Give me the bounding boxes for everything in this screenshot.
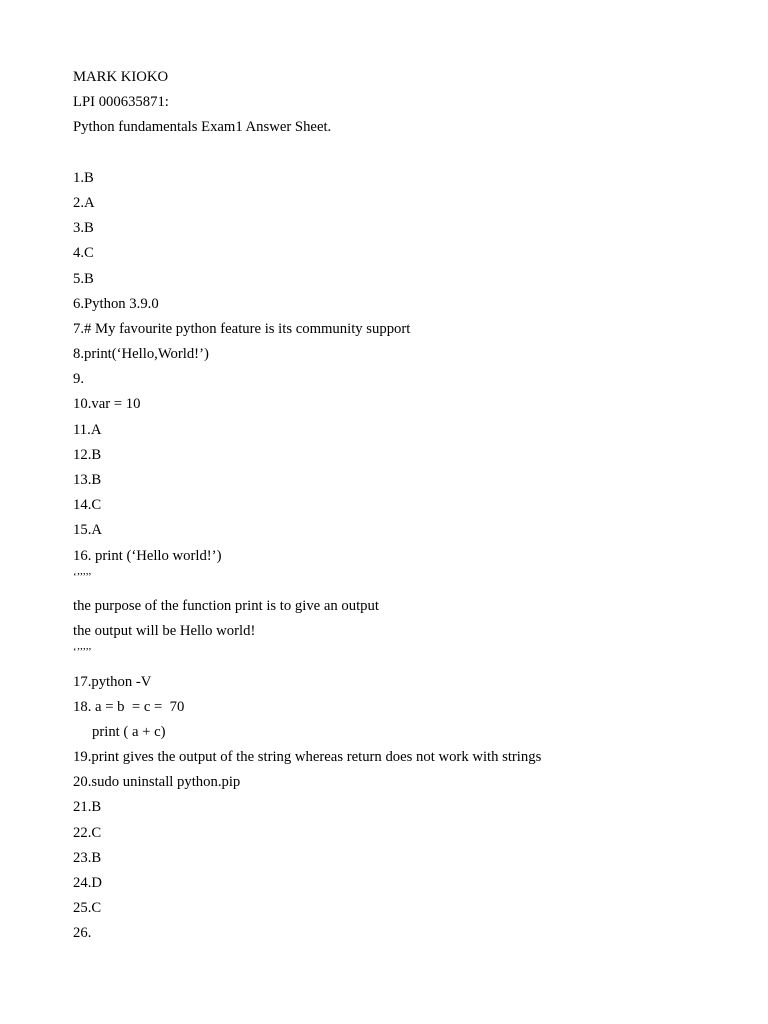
answer-8: 8.print(‘Hello,World!’): [73, 346, 209, 363]
answer-23: 23.B: [73, 849, 102, 866]
answer-7: 7.# My favourite python feature is its community support: [73, 320, 411, 337]
answer-22: 22.C: [73, 824, 102, 841]
answer-24: 24.D: [73, 875, 102, 891]
docstring-close: ‘’’’’’: [73, 646, 92, 659]
docstring-open: ‘’’’’’: [73, 570, 92, 583]
student-id: LPI 000635871:: [73, 94, 169, 111]
answer-21: 21.B: [73, 799, 102, 816]
blank-line: [73, 142, 713, 167]
answer-sheet-body: [73, 66, 713, 948]
answer-16: 16. print (‘Hello world!’): [73, 547, 222, 564]
answer-20: 20.sudo uninstall python.pip: [73, 774, 241, 791]
answer-4: 4.C: [73, 245, 94, 262]
answer-3: 3.B: [73, 220, 94, 237]
answer-14: 14.C: [73, 497, 102, 514]
answer-12: 12.B: [73, 446, 102, 463]
answer-13: 13.B: [73, 472, 102, 488]
answer-16-explanation-2: the output will be Hello world!: [73, 623, 256, 640]
document-title: Python fundamentals Exam1 Answer Sheet.: [73, 119, 332, 136]
answer-25: 25.C: [73, 900, 102, 917]
answer-18-code-line: print ( a + c): [92, 723, 166, 740]
answer-9: 9.: [73, 371, 85, 388]
answer-5: 5.B: [73, 270, 94, 287]
answer-15: 15.A: [73, 522, 102, 539]
answer-19: 19.print gives the output of the string whereas return does not work with strings: [73, 749, 542, 766]
answer-1: 1.B: [73, 169, 94, 186]
answer-16-explanation-1: the purpose of the function print is to give an output: [73, 597, 379, 614]
answer-18: 18. a = b = c = 70: [73, 698, 185, 715]
answer-10: 10.var = 10: [73, 396, 141, 413]
answer-26: 26.: [73, 925, 92, 942]
answer-17: 17.python -V: [73, 673, 152, 690]
answer-2: 2.A: [73, 194, 95, 211]
answer-11: 11.A: [73, 421, 102, 438]
answer-6: 6.Python 3.9.0: [73, 295, 159, 312]
student-name: MARK KIOKO: [73, 69, 169, 85]
